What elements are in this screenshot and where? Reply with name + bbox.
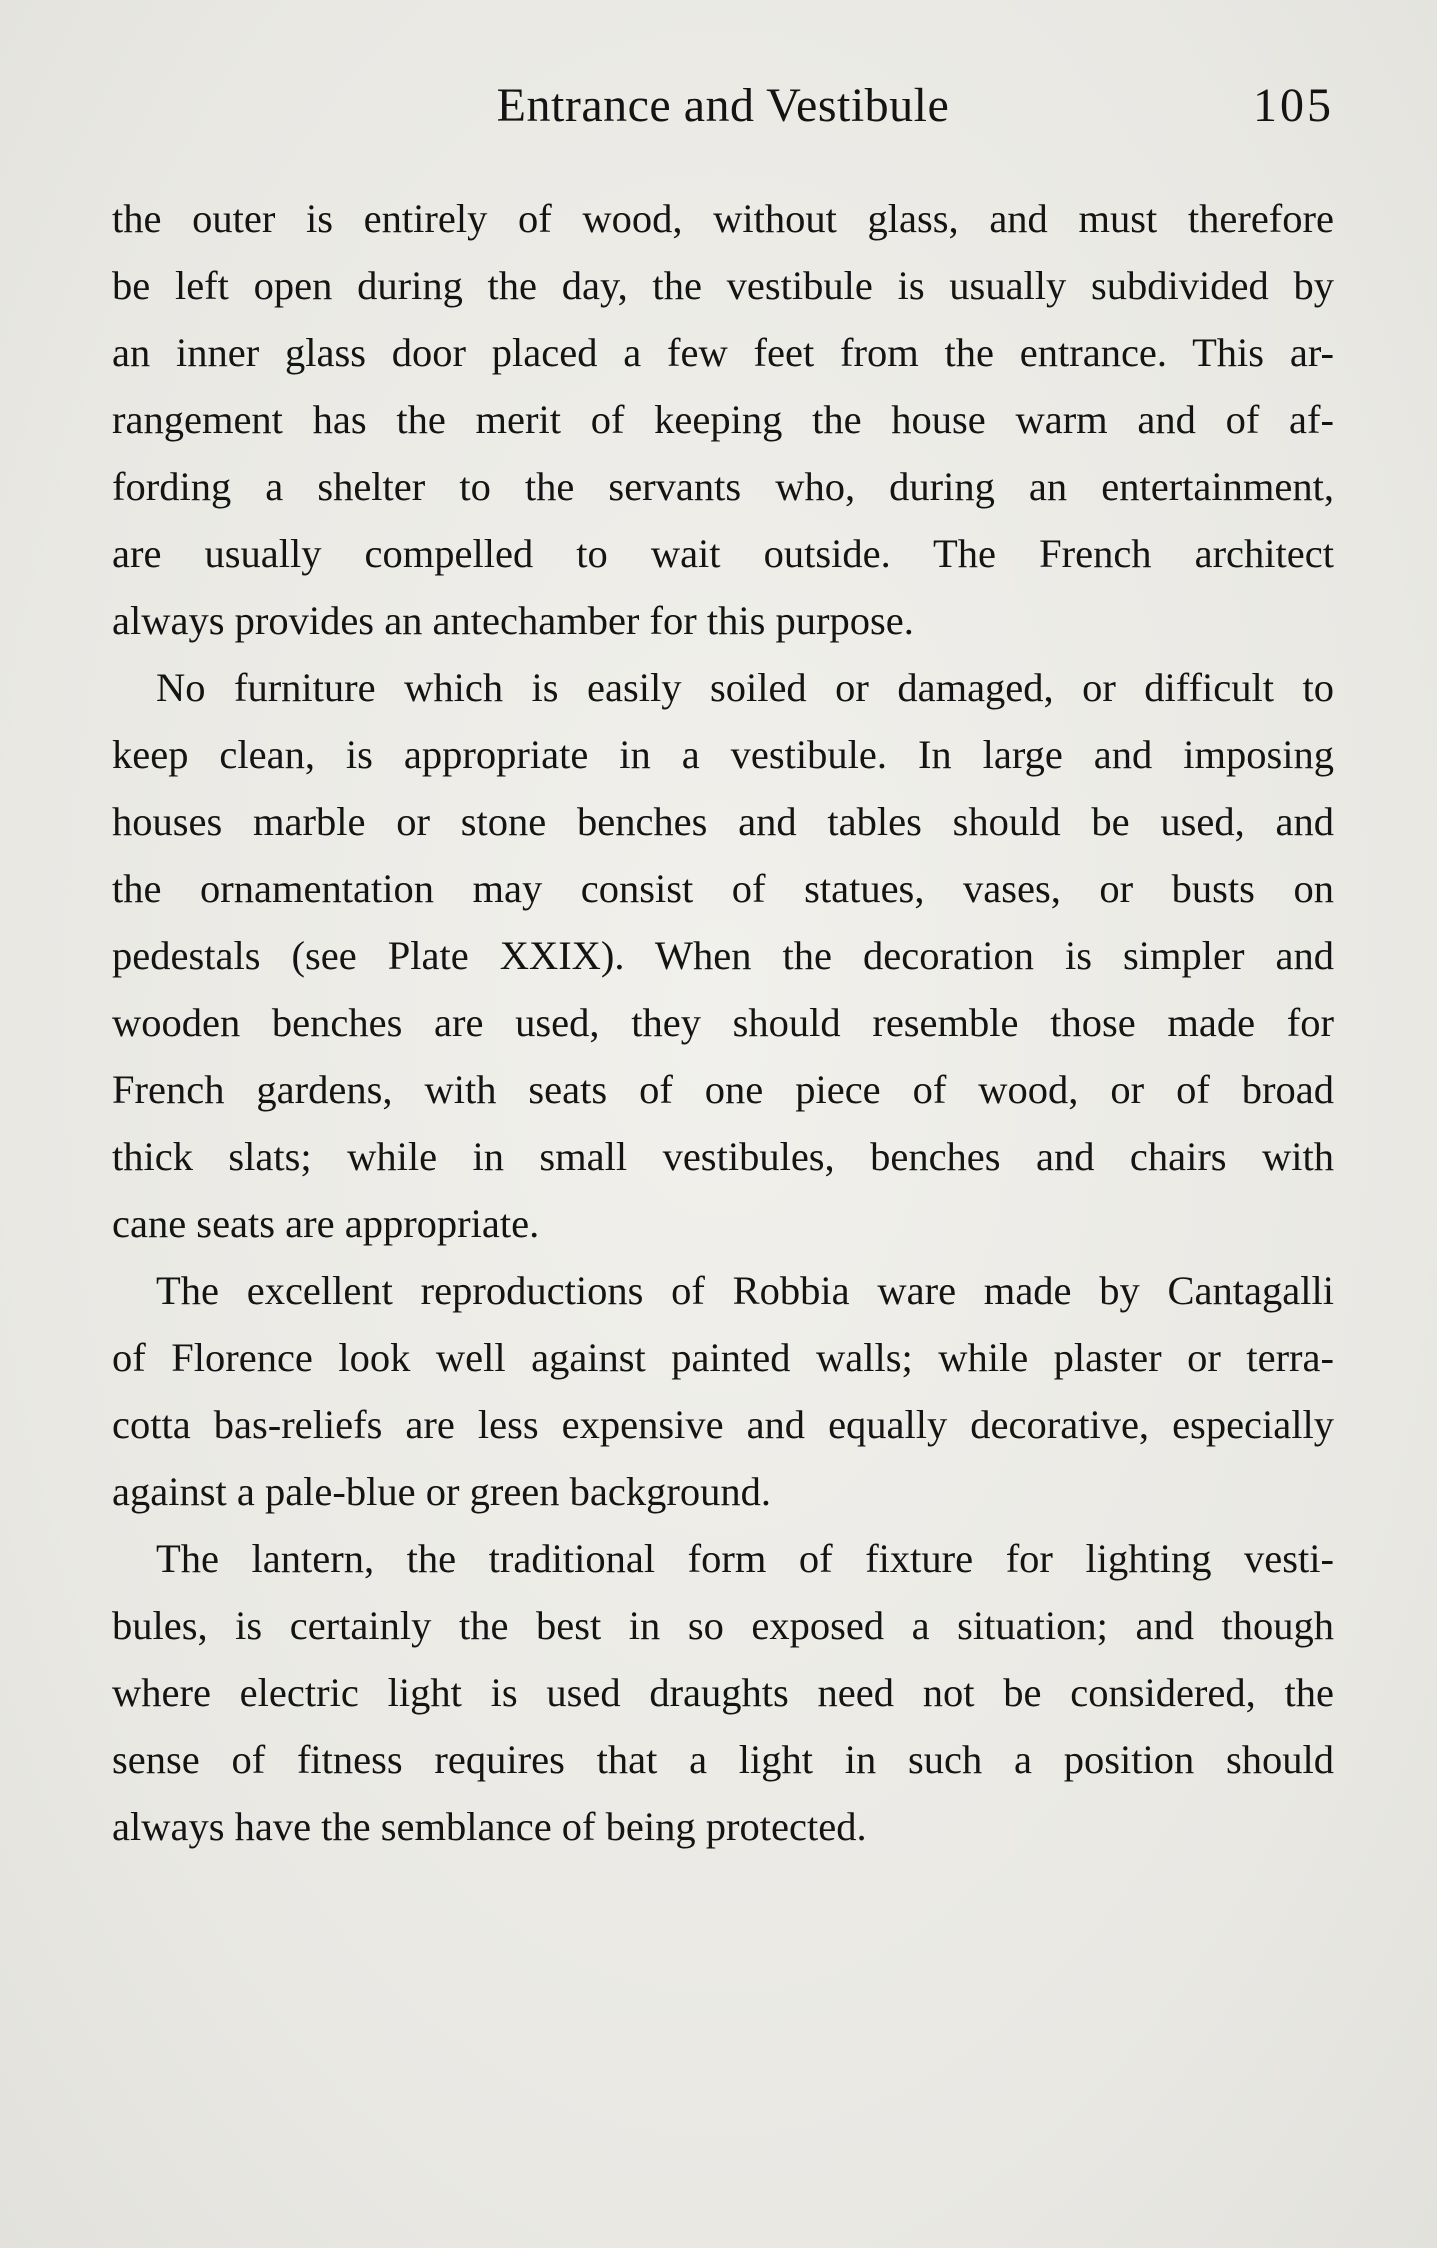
paragraph — [112, 185, 1334, 654]
page-header — [112, 78, 1334, 148]
text-line: The excellent reproductions of Robbia ware made by Cantagalli — [156, 1268, 1334, 1313]
text-line: thick slats; while in small vestibules, benches and chairs with — [112, 1134, 1334, 1179]
text-line: the ornamentation may consist of statues, vases, or busts on — [112, 866, 1334, 911]
text-line: are usually compelled to wait outside. The French architect — [112, 531, 1334, 576]
page-number: 105 — [1253, 79, 1334, 132]
text-line: always provides an antechamber for this purpose. — [112, 598, 914, 643]
text-line: always have the semblance of being protected. — [112, 1804, 867, 1849]
paragraph — [112, 654, 1334, 1257]
text-line: of Florence look well against painted walls; while plaster or terra- — [112, 1335, 1334, 1380]
text-line: the outer is entirely of wood, without glass, and must therefore — [112, 196, 1334, 241]
text-line: sense of fitness requires that a light in such a position should — [112, 1737, 1334, 1782]
text-line: bules, is certainly the best in so exposed a situation; and though — [112, 1603, 1334, 1648]
text-line: cotta bas-reliefs are less expensive and equally decorative, especially — [112, 1402, 1334, 1447]
text-line: pedestals (see Plate XXIX). When the decoration is simpler and — [112, 933, 1334, 978]
text-line: cane seats are appropriate. — [112, 1201, 540, 1246]
text-line: against a pale-blue or green background. — [112, 1469, 771, 1514]
running-title: Entrance and Vestibule — [496, 79, 950, 132]
text-line: No furniture which is easily soiled or damaged, or difficult to — [156, 665, 1334, 710]
text-line: wooden benches are used, they should resemble those made for — [112, 1000, 1334, 1045]
text-line: keep clean, is appropriate in a vestibule. In large and imposing — [112, 732, 1334, 777]
body-text — [112, 185, 1334, 1860]
text-line: rangement has the merit of keeping the house warm and of af- — [112, 397, 1334, 442]
text-line: houses marble or stone benches and tables should be used, and — [112, 799, 1334, 844]
text-line: The lantern, the traditional form of fixture for lighting vesti- — [156, 1536, 1334, 1581]
paragraph — [112, 1257, 1334, 1525]
text-line: fording a shelter to the servants who, during an entertainment, — [112, 464, 1334, 509]
text-line: French gardens, with seats of one piece of wood, or of broad — [112, 1067, 1334, 1112]
text-line: an inner glass door placed a few feet from the entrance. This ar- — [112, 330, 1334, 375]
text-line: where electric light is used draughts need not be considered, the — [112, 1670, 1334, 1715]
text-line: be left open during the day, the vestibule is usually subdivided by — [112, 263, 1334, 308]
paragraph — [112, 1525, 1334, 1860]
